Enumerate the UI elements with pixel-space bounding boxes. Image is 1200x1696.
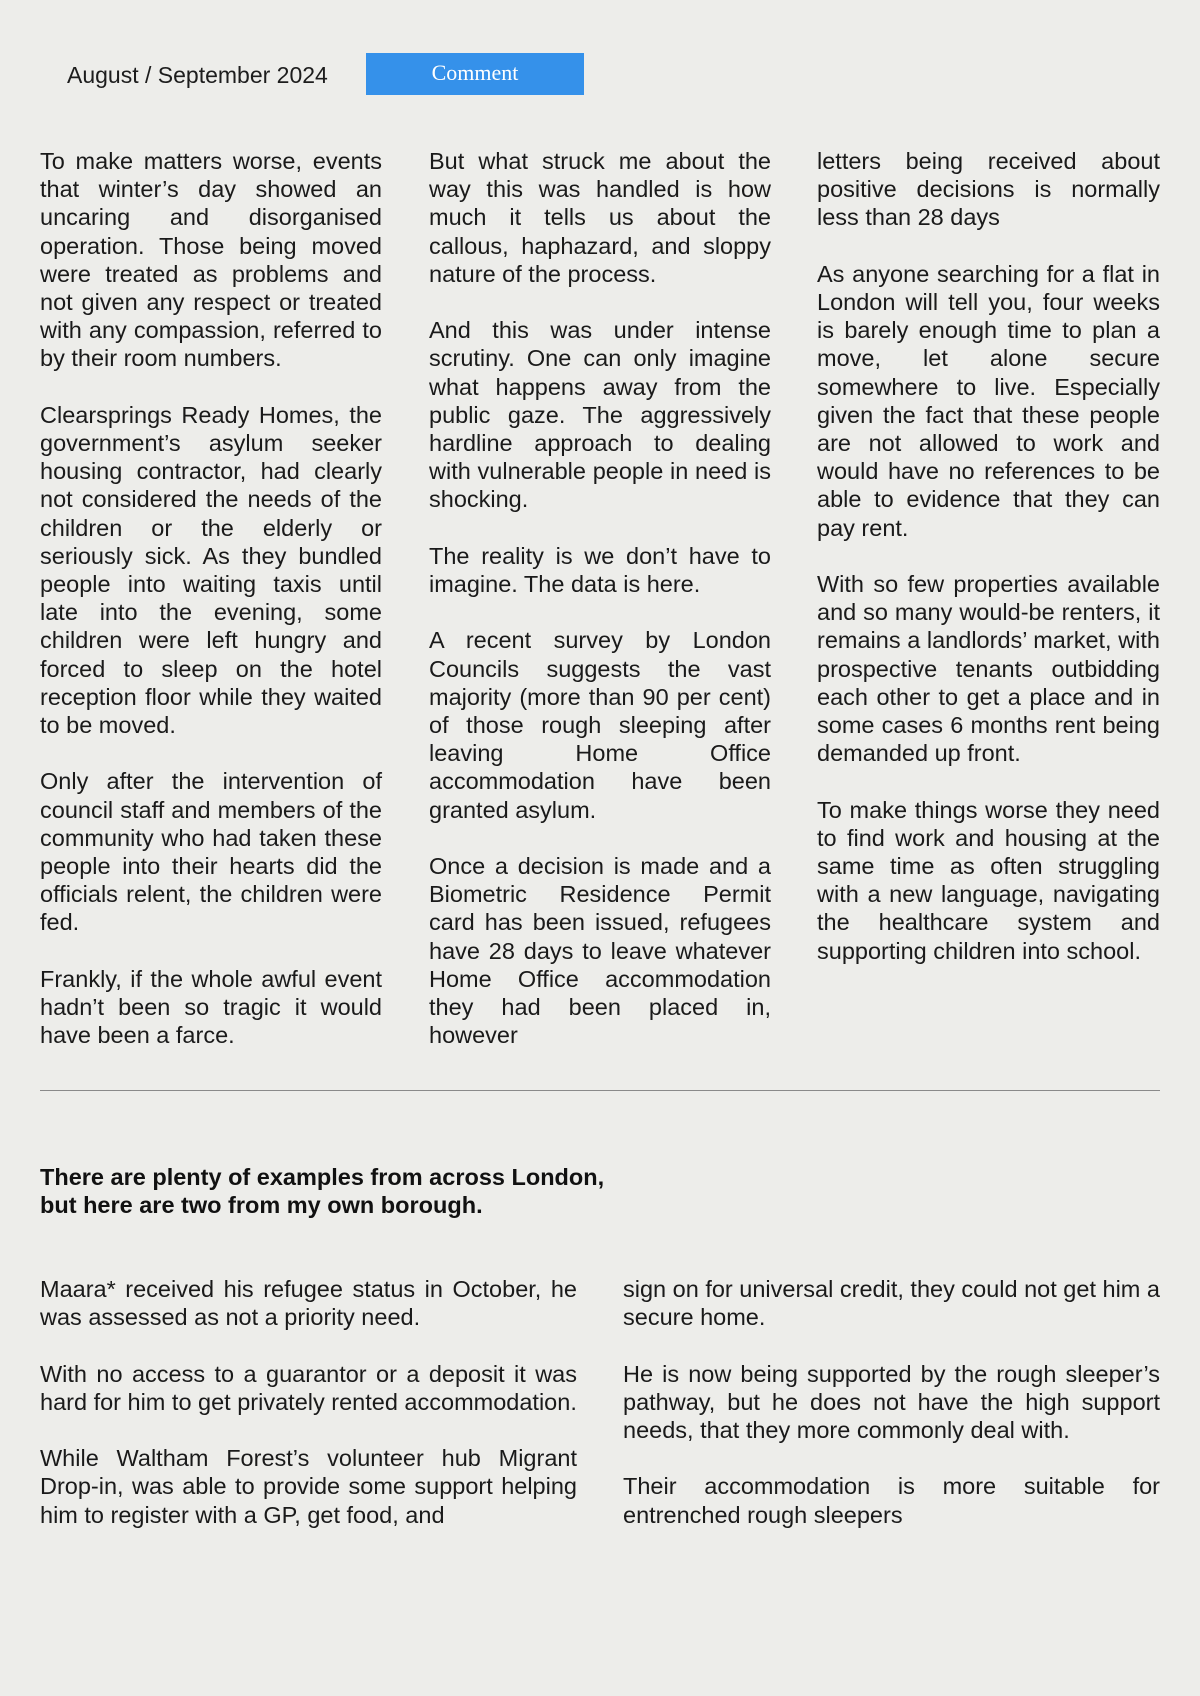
section-tag: Comment bbox=[366, 53, 584, 95]
section-divider bbox=[40, 1090, 1160, 1091]
paragraph: letters being received about positive decisions is normally less than 28 days bbox=[817, 148, 1160, 231]
paragraph: He is now being supported by the rough sleeper’s pathway, but he does not have the high support needs, that they more commonly deal with. bbox=[623, 1360, 1160, 1443]
paragraph: And this was under intense scrutiny. One can only imagine what happens away from the public gaze. The aggressively hardline approach to dealing with vulnerable people in need is shocking. bbox=[429, 317, 771, 513]
paragraph: With no access to a guarantor or a deposit it was hard for him to get privately rented accommodation. bbox=[40, 1360, 577, 1415]
issue-date: August / September 2024 bbox=[67, 62, 328, 88]
paragraph: While Waltham Forest’s volunteer hub Migrant Drop-in, was able to provide some support helping him to register with a GP, get food, and bbox=[40, 1445, 577, 1528]
paragraph: A recent survey by London Councils suggests the vast majority (more than 90 per cent) of those rough sleeping after leaving Home Office accommodation have been granted asylum. bbox=[429, 627, 771, 823]
paragraph: As anyone searching for a flat in London will tell you, four weeks is barely enough time to plan a move, let alone secure somewhere to live. Especially given the fact that these people are not allowed to work and would have no references to be able to evidence that they can pay rent. bbox=[817, 260, 1160, 541]
subheading bbox=[40, 1163, 680, 1219]
paragraph: Their accommodation is more suitable for entrenched rough sleepers bbox=[623, 1473, 1160, 1528]
paragraph: With so few properties available and so many would-be renters, it remains a landlords’ market, with prospective tenants outbidding each other to get a place and in some cases 6 months rent being demanded up front. bbox=[817, 571, 1160, 767]
paragraph: To make matters worse, events that winter’s day showed an uncaring and disorganised operation. Those being moved were treated as problems and not given any respect or treated with any compassion, referred to by their room numbers. bbox=[40, 148, 382, 372]
paragraph: Maara* received his refugee status in October, he was assessed as not a priority need. bbox=[40, 1276, 577, 1331]
paragraph: Clearsprings Ready Homes, the government’s asylum seeker housing contractor, had clearly not considered the needs of the children or the elderly or seriously sick. As they bundled people into waiting taxis until late into the evening, some children were left hungry and forced to sleep on the hotel reception floor while they waited to be moved. bbox=[40, 401, 382, 739]
article-column-4 bbox=[40, 1275, 577, 1529]
subheading-line: but here are two from my own borough. bbox=[40, 1192, 483, 1219]
paragraph: The reality is we don’t have to imagine. The data is here. bbox=[429, 542, 771, 598]
article-column-1 bbox=[40, 147, 382, 1049]
paragraph: Frankly, if the whole awful event hadn’t been so tragic it would have been a farce. bbox=[40, 965, 382, 1049]
subheading-line: There are plenty of examples from across London, bbox=[40, 1164, 605, 1190]
article-column-3 bbox=[817, 147, 1160, 965]
article-column-2 bbox=[429, 147, 771, 1049]
paragraph: Once a decision is made and a Biometric Residence Permit card has been issued, refugees have 28 days to leave whatever Home Office accommodation they had been placed in, however bbox=[429, 853, 771, 1049]
paragraph: To make things worse they need to find work and housing at the same time as often struggling with a new language, navigating the healthcare system and supporting children into school. bbox=[817, 796, 1160, 964]
paragraph: sign on for universal credit, they could not get him a secure home. bbox=[623, 1276, 1160, 1331]
paragraph: Only after the intervention of council staff and members of the community who had taken these people into their hearts did the officials relent, the children were fed. bbox=[40, 768, 382, 936]
article-column-5 bbox=[623, 1275, 1160, 1529]
paragraph: But what struck me about the way this was handled is how much it tells us about the callous, haphazard, and sloppy nature of the process. bbox=[429, 148, 771, 287]
